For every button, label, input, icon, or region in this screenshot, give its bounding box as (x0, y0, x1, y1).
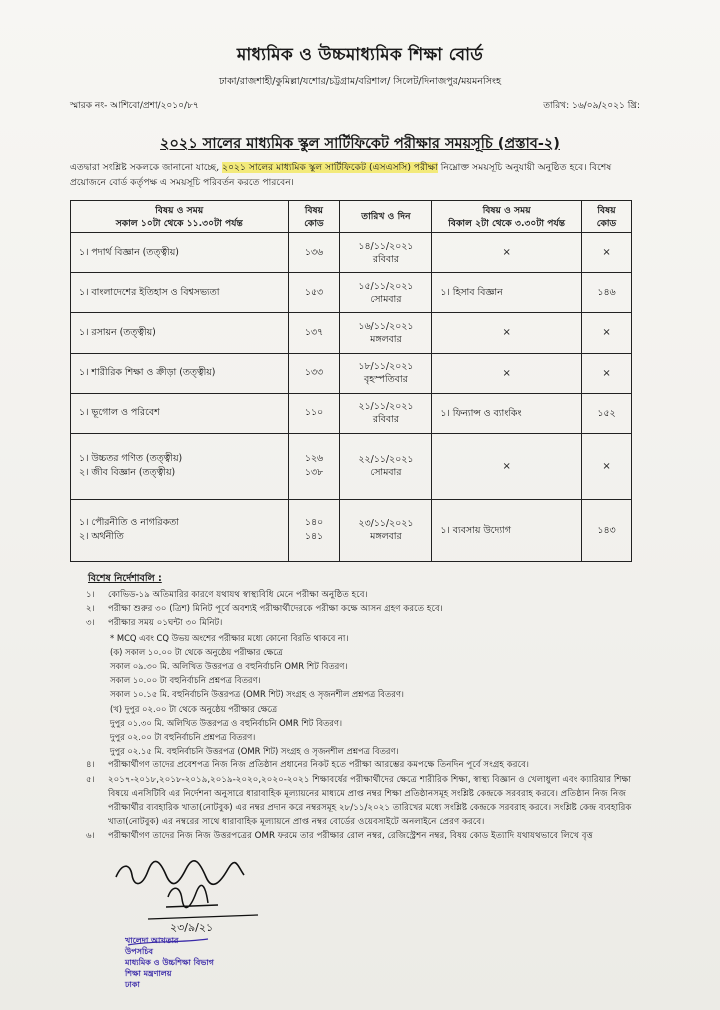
table-row (71, 433, 632, 499)
exam-schedule-table (70, 200, 632, 562)
morning-subject: ১। ভূগোল ও পরিবেশ (71, 393, 289, 433)
header-afternoon: বিষয় ও সময় বিকাল ২টা থেকে ৩.৩০টা পর্যন্ত (432, 201, 582, 233)
sub-line: * MCQ এবং CQ উভয় অংশের পরীক্ষার মধ্যে কোনো বিরতি থাকবে না। (110, 632, 349, 643)
morning-subject: ১। বাংলাদেশের ইতিহাস ও বিশ্বসভ্যতা (71, 273, 289, 313)
afternoon-code: ১৪৬ (582, 273, 632, 313)
list-item: ৫। ২০১৭-২০১৮,২০১৮-২০১৯,২০১৯-২০২০,২০২০-২০২১ শিক্ষাবর্ষের পরীক্ষার্থীদের ক্ষেত্রে শারীরিক শিক্ষা, স্বাস্থ্য বিজ্ঞান ও খেলাধুলা এবং ক্যারিয়ার শিক্ষা বিষয়ে এনসিটিবি এর নির্দেশনা অনুসারে ধারাবাহিক মূল্যায়নের মাধ্যমে প্রাপ্ত নম্বর শিক্ষা প্রতিষ্ঠানসমূহ সংশ্লিষ্ট কেন্দ্রকে সরবরাহ করবে। প্রতিষ্ঠান নিজ নিজ পরীক্ষার্থীর ব্যবহারিক খাতা(নোটবুক) এর নম্বর প্রদান করে নম্বরসমূহ ২৮/১১/২০২১ তারিখের মধ্যে সংশ্লিষ্ট কেন্দ্রকে সরবরাহ করবে। সংশ্লিষ্ট কেন্দ্র ব্যবহারিক খাতা(নোটবুক) এর নম্বরের সাথে ধারাবাহিক মূল্যায়নে প্রাপ্ত নম্বর বোর্ডের ওয়েবসাইটে অনলাইনে প্রেরণ করবে। (86, 774, 632, 828)
list-item: ১। কোভিড-১৯ অতিমারির কারণে যথাযথ স্বাস্থ্যবিধি মেনে পরীক্ষা অনুষ্ঠিত হবে। (86, 590, 368, 600)
sub-line: (খ) দুপুর ০২.০০ টা থেকে অনুষ্ঠেয় পরীক্ষার ক্ষেত্রে (110, 703, 278, 714)
afternoon-subject: × (432, 353, 582, 393)
page-title: ২০২১ সালের মাধ্যমিক স্কুল সার্টিফিকেট পরীক্ষার সময়সূচি (প্রস্তাব-২) (160, 136, 560, 152)
exam-date: ২২/১১/২০২১ সোমবার (340, 433, 432, 499)
morning-subject: ১। পদার্থ বিজ্ঞান (তত্ত্বীয়) (71, 233, 289, 273)
afternoon-code: ১৫২ (582, 393, 632, 433)
afternoon-code: × (582, 313, 632, 353)
exam-date: ১৮/১১/২০২১ বৃহস্পতিবার (340, 353, 432, 393)
instructions-title: বিশেষ নির্দেশাবলি : (88, 573, 162, 584)
exam-date: ২৩/১১/২০২১ মঙ্গলবার (340, 499, 432, 561)
morning-code: ১৫৩ (288, 273, 340, 313)
table-row (71, 273, 632, 313)
morning-subject: ১। শারীরিক শিক্ষা ও ক্রীড়া (তত্ত্বীয়) (71, 353, 289, 393)
morning-code: ১৩৭ (288, 313, 340, 353)
sub-line: দুপুর ০২.০০ টা বহুনির্বাচনি প্রশ্নপত্র বিতরণ। (110, 732, 256, 743)
letterhead (0, 42, 720, 90)
afternoon-subject: × (432, 233, 582, 273)
morning-subject: ১। রসায়ন (তত্ত্বীয়) (71, 313, 289, 353)
exam-date: ১৫/১১/২০২১ সোমবার (340, 273, 432, 313)
afternoon-subject: ১। হিসাব বিজ্ঞান (432, 273, 582, 313)
table-row (71, 353, 632, 393)
intro-part1: এতদ্বারা সংশ্লিষ্ট সকলকে জানানো যাচ্ছে, (70, 162, 223, 173)
exam-date: ২১/১১/২০২১ রবিবার (340, 393, 432, 433)
intro-highlight: ২০২১ সালের মাধ্যমিক স্কুল সার্টিফিকেট (এসএসসি) পরীক্ষা (222, 162, 438, 173)
sub-line: সকাল ১০.০০ টা বহুনির্বাচনি প্রশ্নপত্র বিতরণ। (110, 675, 261, 686)
morning-code: ১২৬ ১৩৮ (288, 433, 340, 499)
afternoon-code: × (582, 353, 632, 393)
morning-code: ১৩৩ (288, 353, 340, 393)
sub-line: (ক) সকাল ১০.০০ টা থেকে অনুষ্ঠেয় পরীক্ষার ক্ষেত্রে (110, 646, 283, 657)
header-morning: বিষয় ও সময় সকাল ১০টা থেকে ১১.৩০টা পর্যন্ত (71, 201, 289, 233)
morning-code: ১১০ (288, 393, 340, 433)
exam-date: ১৬/১১/২০২১ মঙ্গলবার (340, 313, 432, 353)
sub-line: দুপুর ০২.১৫ মি. বহুনির্বাচনি উত্তরপত্র (OMR শিট) সংগ্রহ ও সৃজনশীল প্রশ্নপত্র বিতরণ। (110, 746, 399, 757)
signature-date: ২৩/৯/২১ (170, 921, 214, 934)
table-row (71, 393, 632, 433)
afternoon-code: × (582, 433, 632, 499)
table-header-row (71, 201, 632, 233)
afternoon-code: ১৪৩ (582, 499, 632, 561)
memo-number: স্মারক নং- আশিবো/প্রশা/২০১০/৮৭ (70, 101, 199, 111)
header-code2: বিষয় কোড (582, 201, 632, 233)
header-code1: বিষয় কোড (288, 201, 340, 233)
afternoon-subject: ১। ফিন্যান্স ও ব্যাংকিং (432, 393, 582, 433)
table-row (71, 499, 632, 561)
exam-date: ১৪/১১/২০২১ রবিবার (340, 233, 432, 273)
afternoon-code: × (582, 233, 632, 273)
morning-subject: ১। পৌরনীতি ও নাগরিকতা ২। অর্থনীতি (71, 499, 289, 561)
intro-paragraph (70, 160, 650, 190)
reference-line (70, 98, 640, 113)
list-item: ২। পরীক্ষা শুরুর ৩০ (ত্রিশ) মিনিট পূর্বে অবশ্যই পরীক্ষার্থীদেরকে পরীক্ষা কক্ষে আসন গ্রহণ করতে হবে। (86, 604, 443, 615)
issue-date: তারিখ: ১৬/০৯/২০২১ খ্রি: (543, 101, 640, 111)
sub-line: দুপুর ০১.৩০ মি. অলিখিত উত্তরপত্র ও বহুনির্বাচনি OMR শিট বিতরণ। (110, 717, 342, 728)
table-row (71, 233, 632, 273)
sub-line: সকাল ০৯.৩০ মি. অলিখিত উত্তরপত্র ও বহুনির্বাচনি OMR শিট বিতরণ। (110, 661, 348, 672)
list-item: ৬। পরীক্ষার্থীগণ তাদের নিজ নিজ উত্তরপত্রের OMR ফরমে তার পরীক্ষার রোল নম্বর, রেজিস্ট্রেশন নম্বর, বিষয় কোড ইত্যাদি যথাযথভাবে লিখে বৃত্ত (86, 831, 593, 842)
board-cities: ঢাকা/রাজশাহী/কুমিল্লা/যশোর/চট্টগ্রাম/বরিশাল/ সিলেট/দিনাজপুর/ময়মনসিংহ (219, 76, 501, 87)
table-row (71, 313, 632, 353)
afternoon-subject: ১। ব্যবসায় উদ্যোগ (432, 499, 582, 561)
instructions-list (86, 588, 646, 844)
sub-line: সকাল ১০.১৫ মি. বহুনির্বাচনি উত্তরপত্র (OMR শিট) সংগ্রহ ও সৃজনশীল প্রশ্নপত্র বিতরণ। (110, 689, 404, 700)
header-date: তারিখ ও দিন (340, 201, 432, 233)
intro-part2: নিম্নোক্ত সময়সূচি অনুযায়ী অনুষ্ঠিত হবে। বিশেষ প্রয়োজনে বোর্ড কর্তৃপক্ষ এ সময়সূচি পরিবর্তন করতে পারবেন। (70, 162, 612, 188)
morning-subject: ১। উচ্চতর গণিত (তত্ত্বীয়) ২। জীব বিজ্ঞান (তত্ত্বীয়) (71, 433, 289, 499)
morning-code: ১৪০ ১৪১ (288, 499, 340, 561)
afternoon-subject: × (432, 313, 582, 353)
list-item: ৪। পরীক্ষার্থীগণ তাদের প্রবেশপত্র নিজ নিজ প্রতিষ্ঠান প্রধানের নিকট হতে পরীক্ষা আরম্ভের কমপক্ষে তিনদিন পূর্বে সংগ্রহ করবে। (86, 760, 530, 771)
official-stamp: খালেদা আখতার উপসচিব মাধ্যমিক ও উচ্চশিক্ষা বিভাগ শিক্ষা মন্ত্রণালয় ঢাকা (125, 936, 214, 989)
morning-code: ১৩৬ (288, 233, 340, 273)
afternoon-subject: × (432, 433, 582, 499)
board-name: মাধ্যমিক ও উচ্চমাধ্যমিক শিক্ষা বোর্ড (236, 45, 484, 65)
list-item: ৩। পরীক্ষার সময় ০১ঘন্টা ৩০ মিনিট। (86, 618, 223, 629)
